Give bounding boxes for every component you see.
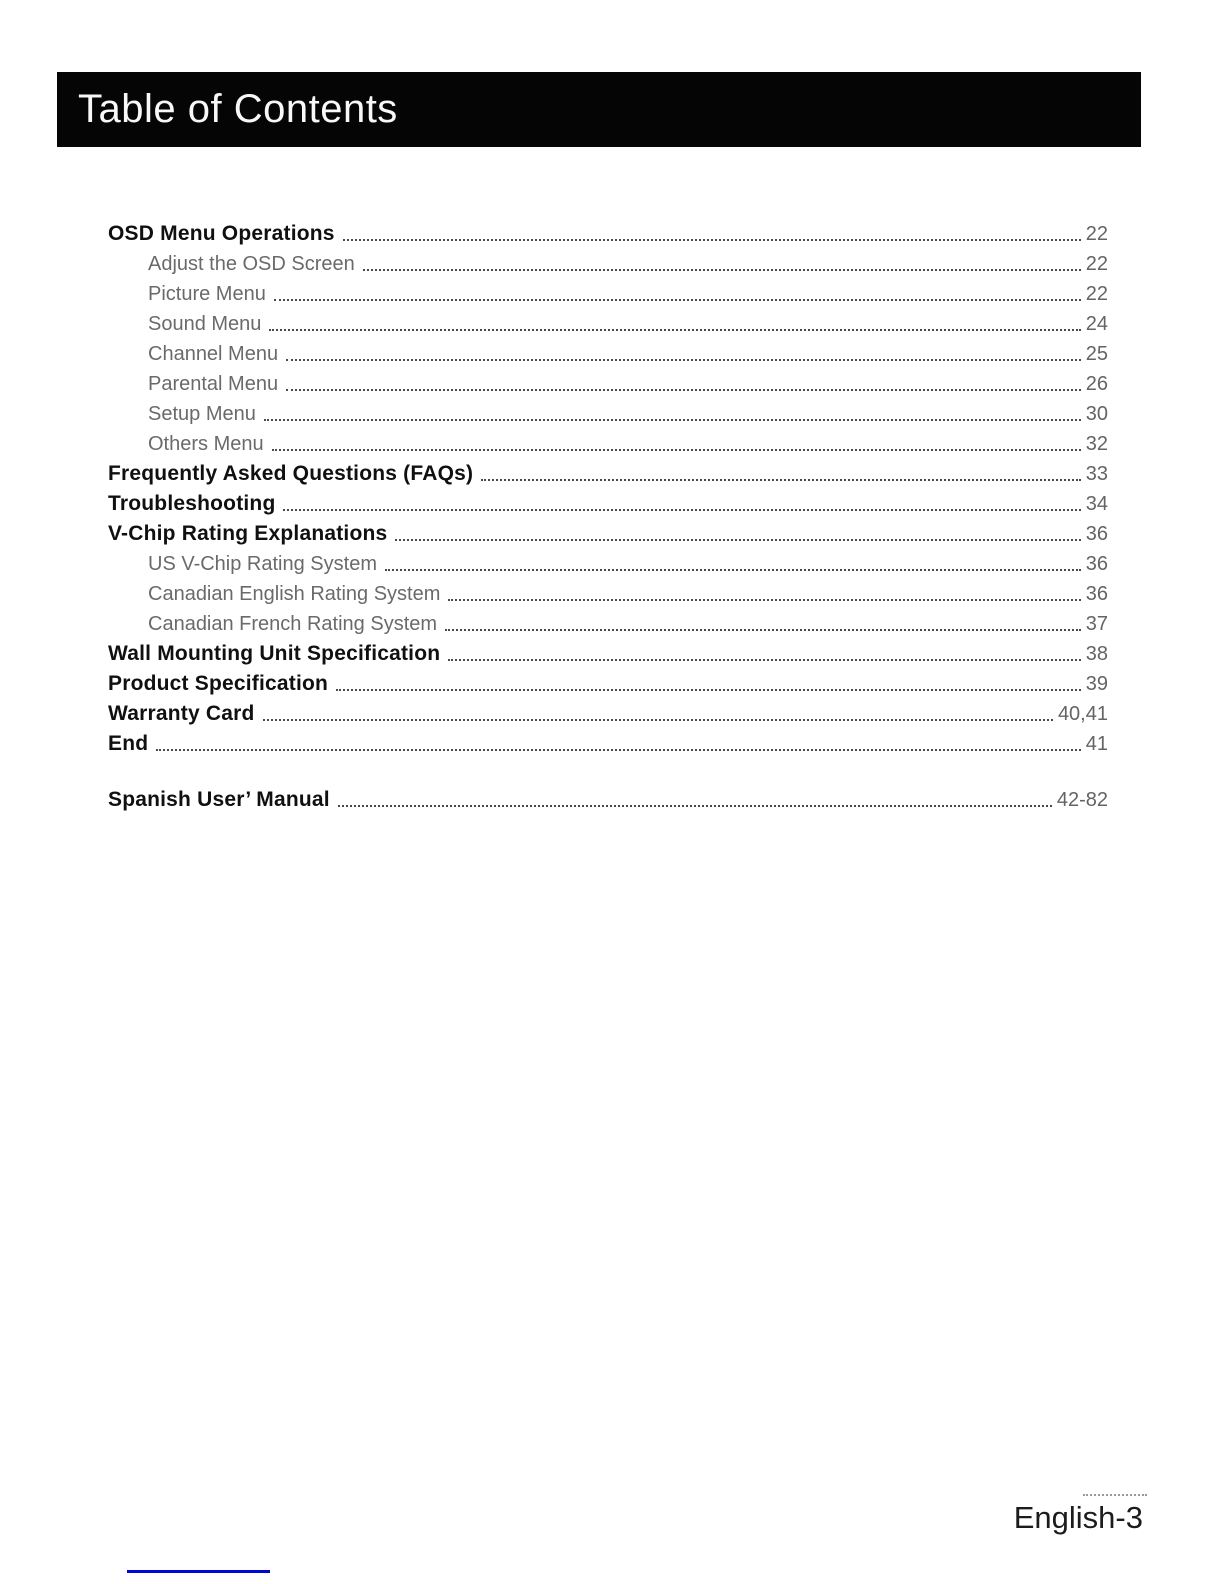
dotted-leader (343, 239, 1081, 241)
dotted-leader (283, 509, 1080, 511)
toc-entry-page-number: 36 (1085, 523, 1108, 545)
footer-dashed-rule (1083, 1494, 1147, 1496)
dotted-leader (286, 389, 1081, 391)
toc-entry-page-number: 22 (1085, 253, 1108, 275)
dotted-leader (395, 539, 1080, 541)
toc-entry (108, 606, 1108, 636)
toc-entry (108, 306, 1108, 336)
dotted-leader (274, 299, 1081, 301)
toc-entry (108, 516, 1108, 546)
toc-entry-label: Wall Mounting Unit Specification (108, 642, 441, 665)
toc-entry (108, 426, 1108, 456)
toc-entry-label: Spanish User’ Manual (108, 788, 330, 811)
dotted-leader (272, 449, 1081, 451)
toc-entry-label: Warranty Card (108, 702, 255, 725)
toc-entry-label: Canadian French Rating System (148, 613, 438, 635)
dotted-leader (338, 805, 1052, 807)
toc-entry (108, 546, 1108, 576)
toc-entry-label: Parental Menu (148, 373, 279, 395)
toc-entry-label: US V-Chip Rating System (148, 553, 377, 575)
toc-entry-page-number: 38 (1085, 643, 1108, 665)
toc-entry-page-number: 36 (1085, 553, 1108, 575)
toc-entry-page-number: 25 (1085, 343, 1108, 365)
section-header-bar (57, 72, 1141, 147)
dotted-leader (363, 269, 1081, 271)
dotted-leader (286, 359, 1081, 361)
toc-entry-label: Setup Menu (148, 403, 256, 425)
toc-entry-page-number: 24 (1085, 313, 1108, 335)
toc-entry-page-number: 39 (1085, 673, 1108, 695)
toc-entry-page-number: 32 (1085, 433, 1108, 455)
toc-entry (108, 486, 1108, 516)
toc-entry-page-number: 41 (1085, 733, 1108, 755)
toc-list (108, 216, 1108, 812)
toc-entry-page-number: 42-82 (1056, 789, 1108, 811)
dotted-leader (445, 629, 1081, 631)
toc-entry (108, 696, 1108, 726)
dotted-leader (385, 569, 1081, 571)
dotted-leader (269, 329, 1080, 331)
footer-blue-underline (127, 1570, 270, 1573)
toc-entry-page-number: 40,41 (1057, 703, 1108, 725)
toc-entry (108, 782, 1108, 812)
toc-entry-page-number: 36 (1085, 583, 1108, 605)
toc-entry (108, 246, 1108, 276)
toc-entry-page-number: 22 (1085, 283, 1108, 305)
toc-entry (108, 456, 1108, 486)
toc-entry-label: Sound Menu (148, 313, 262, 335)
toc-entry-page-number: 22 (1085, 223, 1108, 245)
toc-entry-label: Troubleshooting (108, 492, 276, 515)
dotted-leader (264, 419, 1081, 421)
toc-entry-page-number: 34 (1085, 493, 1108, 515)
toc-entry-label: Product Specification (108, 672, 329, 695)
toc-entry-label: V-Chip Rating Explanations (108, 522, 388, 545)
toc-entry-label: Others Menu (148, 433, 264, 455)
toc-entry (108, 576, 1108, 606)
toc-entry-label: Frequently Asked Questions (FAQs) (108, 462, 474, 485)
toc-entry (108, 636, 1108, 666)
dotted-leader (156, 749, 1080, 751)
dotted-leader (448, 659, 1080, 661)
toc-entry-page-number: 26 (1085, 373, 1108, 395)
toc-entry-page-number: 33 (1085, 463, 1108, 485)
toc-entry (108, 216, 1108, 246)
toc-entry-label: Canadian English Rating System (148, 583, 441, 605)
toc-entry (108, 366, 1108, 396)
toc-entry-label: OSD Menu Operations (108, 222, 335, 245)
toc-entry-label: Adjust the OSD Screen (148, 253, 355, 275)
toc-entry-label: Channel Menu (148, 343, 279, 365)
footer-page-label: English-3 (1013, 1500, 1143, 1535)
dotted-leader (336, 689, 1081, 691)
toc-entry-label: Picture Menu (148, 283, 266, 305)
toc-entry (108, 726, 1108, 756)
toc-entry-label: End (108, 732, 149, 755)
toc-entry (108, 396, 1108, 426)
toc-entry-page-number: 37 (1085, 613, 1108, 635)
toc-entry (108, 666, 1108, 696)
dotted-leader (481, 479, 1081, 481)
page-title: Table of Contents (78, 87, 398, 131)
dotted-leader (448, 599, 1080, 601)
toc-entry (108, 276, 1108, 306)
toc-entry-page-number: 30 (1085, 403, 1108, 425)
toc-entry (108, 336, 1108, 366)
dotted-leader (263, 719, 1053, 721)
